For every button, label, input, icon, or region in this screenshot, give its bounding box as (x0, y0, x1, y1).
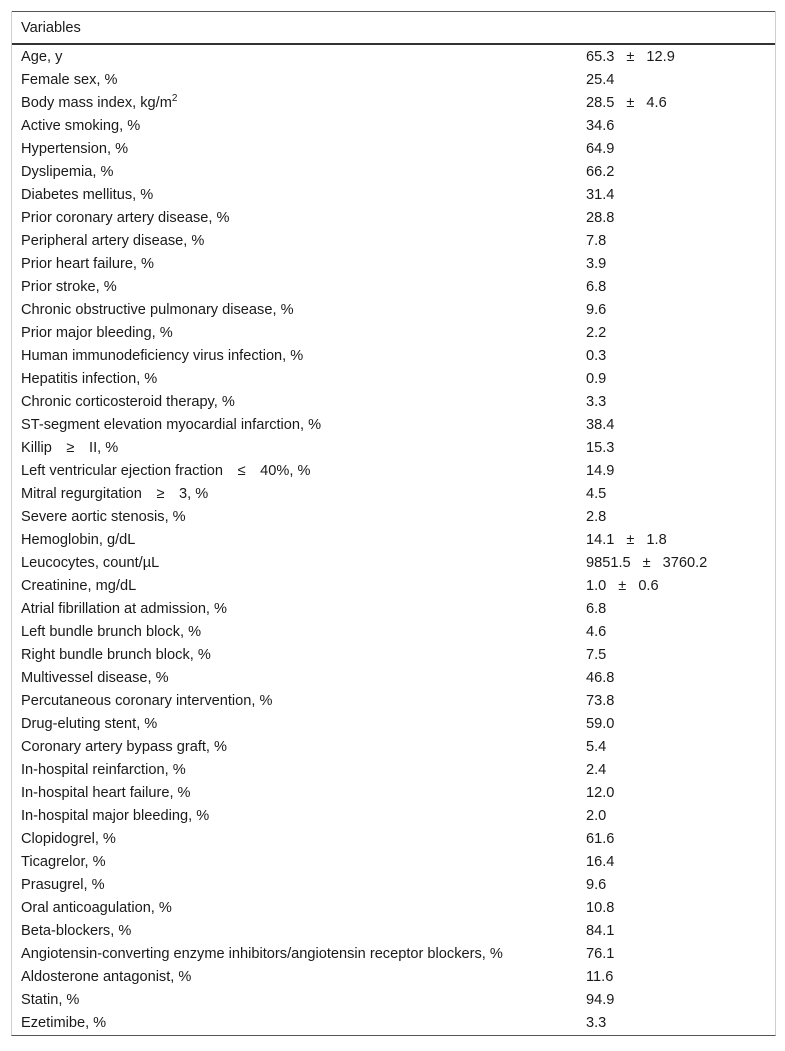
row-value (586, 483, 775, 506)
row-label: Left bundle brunch block, % (21, 624, 202, 640)
row-label: Statin, % (21, 992, 80, 1008)
percent-value: 5.4 (586, 739, 607, 755)
percent-value: 38.4 (586, 417, 615, 433)
row-value (586, 161, 775, 184)
row-label: Diabetes mellitus, % (21, 187, 154, 203)
row-label: Prior heart failure, % (21, 256, 155, 272)
row-label: Prior major bleeding, % (21, 325, 173, 341)
row-label: Atrial fibrillation at admission, % (21, 601, 228, 617)
row-value (586, 299, 775, 322)
percent-value: 7.5 (586, 647, 607, 663)
percent-value: 25.4 (586, 72, 615, 88)
row-label: Active smoking, % (21, 118, 141, 134)
table-row (12, 92, 775, 115)
row-label: Prior stroke, % (21, 279, 117, 295)
row-value (586, 966, 775, 989)
table-row (12, 276, 775, 299)
row-value (586, 667, 775, 690)
percent-value: 12.0 (586, 785, 615, 801)
table-row (12, 44, 775, 69)
row-value (586, 506, 775, 529)
percent-value: 4.5 (586, 486, 607, 502)
row-label: Female sex, % (21, 72, 118, 88)
row-value (586, 989, 775, 1012)
sd-value: 0.6 (638, 578, 659, 594)
row-value (586, 851, 775, 874)
table-row (12, 713, 775, 736)
percent-value: 15.3 (586, 440, 615, 456)
percent-value: 0.9 (586, 371, 607, 387)
table-row (12, 966, 775, 989)
row-label: Peripheral artery disease, % (21, 233, 205, 249)
row-label: In-hospital reinfarction, % (21, 762, 186, 778)
percent-value: 11.6 (586, 969, 614, 985)
row-value (586, 529, 775, 552)
table-row (12, 782, 775, 805)
table-row (12, 437, 775, 460)
percent-value: 2.0 (586, 808, 607, 824)
row-value (586, 230, 775, 253)
row-label: Hypertension, % (21, 141, 129, 157)
row-label: Dyslipemia, % (21, 164, 114, 180)
row-label: Body mass index, $kg/m^2$ (21, 93, 178, 111)
table-row (12, 759, 775, 782)
row-label: Aldosterone antagonist, % (21, 969, 192, 985)
table-row (12, 920, 775, 943)
row-label: Coronary artery bypass graft, % (21, 739, 228, 755)
row-value (586, 598, 775, 621)
percent-value: 59.0 (586, 716, 615, 732)
table-row (12, 207, 775, 230)
table-row (12, 345, 775, 368)
row-value (586, 460, 775, 483)
row-value (586, 276, 775, 299)
table-row (12, 828, 775, 851)
row-value (586, 368, 775, 391)
table-body (12, 44, 775, 1035)
percent-value: 64.9 (586, 141, 615, 157)
percent-value: 66.2 (586, 164, 615, 180)
mean-value: 28.5 (586, 95, 615, 111)
row-value (586, 207, 775, 230)
data-table (12, 11, 775, 1035)
table-row (12, 529, 775, 552)
table-row (12, 115, 775, 138)
percent-value: 10.8 (586, 900, 615, 916)
row-label: Leucocytes, count/µL (21, 555, 160, 571)
table-row (12, 874, 775, 897)
table-row (12, 414, 775, 437)
percent-value: 6.8 (586, 601, 607, 617)
row-value (586, 782, 775, 805)
sd-value: 3760.2 (662, 555, 708, 571)
row-label: Human immunodeficiency virus infection, % (21, 348, 304, 364)
row-value (586, 621, 775, 644)
mean-value: 65.3 (586, 49, 615, 65)
mean-value: 14.1 (586, 532, 615, 548)
row-value (586, 552, 775, 575)
percent-value: 28.8 (586, 210, 615, 226)
row-value (586, 322, 775, 345)
percent-value: 84.1 (586, 923, 615, 939)
table-row (12, 989, 775, 1012)
percent-value: 3.3 (586, 394, 607, 410)
table-row (12, 299, 775, 322)
plus-minus-sign: ± (626, 49, 635, 65)
row-value (586, 644, 775, 667)
table-row (12, 138, 775, 161)
row-label: Severe aortic stenosis, % (21, 509, 186, 525)
row-label: Prior coronary artery disease, % (21, 210, 230, 226)
percent-value: 6.8 (586, 279, 607, 295)
table-row (12, 161, 775, 184)
row-value (586, 736, 775, 759)
row-label: In-hospital major bleeding, % (21, 808, 210, 824)
table-row (12, 943, 775, 966)
table-row (12, 805, 775, 828)
sd-value: 12.9 (646, 49, 675, 65)
row-label: In-hospital heart failure, % (21, 785, 191, 801)
row-label: Prasugrel, % (21, 877, 105, 893)
table-row (12, 483, 775, 506)
table-row (12, 644, 775, 667)
table-row (12, 621, 775, 644)
percent-value: 14.9 (586, 463, 615, 479)
row-label: Clopidogrel, % (21, 831, 116, 847)
baseline-characteristics-table (11, 11, 776, 1036)
percent-value: 3.9 (586, 256, 607, 272)
percent-value: 94.9 (586, 992, 615, 1008)
table-row (12, 184, 775, 207)
row-label: Hemoglobin, g/dL (21, 532, 136, 548)
row-value (586, 115, 775, 138)
table-row (12, 506, 775, 529)
row-label: Age, y (21, 49, 63, 65)
percent-value: 2.2 (586, 325, 607, 341)
row-value (586, 1012, 775, 1035)
row-label: Ezetimibe, % (21, 1015, 107, 1031)
row-label: Drug-eluting stent, % (21, 716, 158, 732)
row-label: Chronic obstructive pulmonary disease, % (21, 302, 294, 318)
table-row (12, 253, 775, 276)
table-row (12, 690, 775, 713)
row-value (586, 874, 775, 897)
percent-value: 2.4 (586, 762, 607, 778)
table-row (12, 575, 775, 598)
row-label: Oral anticoagulation, % (21, 900, 172, 916)
row-value (586, 345, 775, 368)
table-row (12, 460, 775, 483)
plus-minus-sign: ± (626, 95, 635, 111)
percent-value: 31.4 (586, 187, 615, 203)
sd-value: 1.8 (646, 532, 667, 548)
row-value (586, 253, 775, 276)
row-value (586, 828, 775, 851)
plus-minus-sign: ± (626, 532, 635, 548)
row-value (586, 805, 775, 828)
row-label: Percutaneous coronary intervention, % (21, 693, 273, 709)
row-value (586, 920, 775, 943)
header-value (586, 12, 775, 45)
row-label: Angiotensin-converting enzyme inhibitors/angiotensin receptor blockers, % (21, 946, 503, 962)
table-row (12, 851, 775, 874)
percent-value: 7.8 (586, 233, 607, 249)
table-row (12, 552, 775, 575)
row-label: Multivessel disease, % (21, 670, 169, 686)
percent-value: 61.6 (586, 831, 615, 847)
row-value (586, 391, 775, 414)
sd-value: 4.6 (646, 95, 667, 111)
row-value (586, 759, 775, 782)
row-value (586, 138, 775, 161)
percent-value: 16.4 (586, 854, 615, 870)
table-row (12, 322, 775, 345)
table-row (12, 368, 775, 391)
row-value (586, 44, 775, 69)
mean-value: 9851.5 (586, 555, 631, 571)
row-value (586, 437, 775, 460)
row-label: Killip ≥ II, % (21, 440, 119, 456)
percent-value: 76.1 (586, 946, 615, 962)
percent-value: 2.8 (586, 509, 607, 525)
row-label: Mitral regurgitation ≥ 3, % (21, 486, 209, 502)
row-value (586, 943, 775, 966)
table-row (12, 230, 775, 253)
table-row (12, 69, 775, 92)
row-label: ST-segment elevation myocardial infarction, % (21, 417, 322, 433)
row-value (586, 713, 775, 736)
percent-value: 46.8 (586, 670, 615, 686)
header-row (12, 12, 775, 45)
percent-value: 0.3 (586, 348, 607, 364)
unit-superscript: 2 (171, 93, 178, 105)
table-row (12, 598, 775, 621)
percent-value: 9.6 (586, 877, 607, 893)
table-row (12, 897, 775, 920)
row-label: Beta-blockers, % (21, 923, 132, 939)
row-value (586, 897, 775, 920)
percent-value: 4.6 (586, 624, 607, 640)
percent-value: 73.8 (586, 693, 615, 709)
row-label: Creatinine, mg/dL (21, 578, 137, 594)
row-value (586, 92, 775, 115)
row-label: Right bundle brunch block, % (21, 647, 211, 663)
row-label: Ticagrelor, % (21, 854, 106, 870)
table-row (12, 391, 775, 414)
plus-minus-sign: ± (618, 578, 627, 594)
row-value (586, 575, 775, 598)
row-value (586, 69, 775, 92)
header-variables: Variables (12, 12, 586, 45)
row-label: Left ventricular ejection fraction ≤ 40%, % (21, 463, 311, 479)
row-label: Hepatitis infection, % (21, 371, 158, 387)
row-label: Chronic corticosteroid therapy, % (21, 394, 235, 410)
row-value (586, 184, 775, 207)
table-row (12, 1012, 775, 1035)
row-value (586, 414, 775, 437)
percent-value: 9.6 (586, 302, 607, 318)
percent-value: 34.6 (586, 118, 615, 134)
plus-minus-sign: ± (642, 555, 651, 571)
mean-value: 1.0 (586, 578, 607, 594)
row-value (586, 690, 775, 713)
table-row (12, 667, 775, 690)
table-row (12, 736, 775, 759)
percent-value: 3.3 (586, 1015, 607, 1031)
